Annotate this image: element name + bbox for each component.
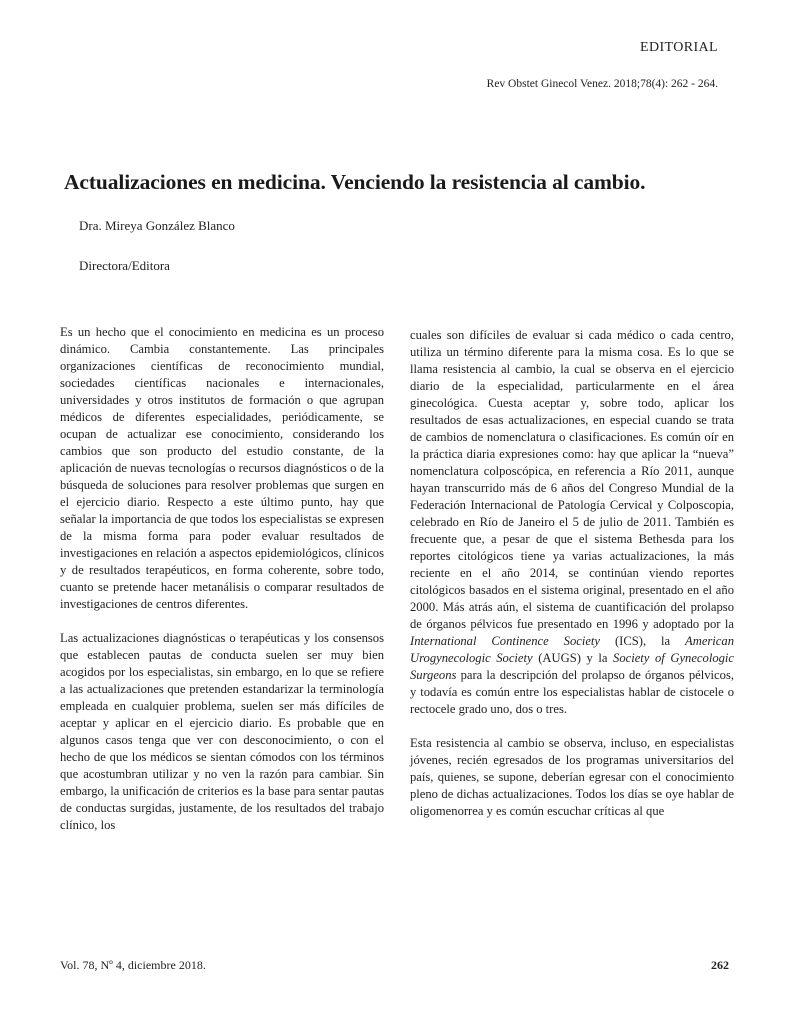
journal-citation: Rev Obstet Ginecol Venez. 2018;78(4): 262 - 264. bbox=[486, 78, 718, 90]
text-run: para la descripción del prolapso de órganos pélvicos, y todavía es común entre los especialistas hablar de cistocele o rectocele grado uno, dos o tres. bbox=[410, 668, 734, 716]
text-run: cuales son difíciles de evaluar si cada médico o cada centro, utiliza un término diferente para la misma cosa. Es lo que se llama resistencia al cambio, la cual se observa en el ejercicio diario de la especialidad, particularmente en el área ginecológica. Cuesta aceptar y, sobre todo, aplicar los resultados de esas actualizaciones, en especial cuando se trata de cambios de nomenclatura o clasificaciones. Es común oír en la práctica diaria expresiones como: hay que aplicar la “nueva” nomenclatura colposcópica, en referencia a Río 2011, aunque hayan transcurrido más de 6 años del Congreso Mundial de la Federación Internacional de Patología Cervical y Colposcopia, celebrado en Río de Janeiro el 5 de julio de 2011. También es frecuente que, a pesar de que el sistema Bethesda para los reportes citológicos tiene ya varias actualizaciones, la más reciente en el año 2014, se continúan viendo reportes citológicos basados en el sistema original, presentado en el año 2000. Más atrás aún, el sistema de cuantificación del prolapso de órganos pélvicos fue presentado en 1996 y adoptado por la bbox=[410, 328, 734, 631]
body-column-left bbox=[60, 324, 384, 851]
paragraph: Las actualizaciones diagnósticas o terapéuticas y los consensos que establecen pautas de conducta suelen ser muy bien acogidos por los especialistas, sin embargo, en lo que se refiere a las actualizaciones que pretenden estandarizar la terminología empleada en cualquier problema, suelen ser más difíciles de aceptar y aplicar en el ejercicio diario. Es probable que en algunos casos tenga que ver con desconocimiento, o con el hecho de que los médicos se sientan cómodos con los términos que acostumbran utilizar y no ven la razón para cambiar. Sin embargo, la unificación de criterios es la base para sentar pautas de conductas surgidas, justamente, de los resultados del trabajo clínico, los bbox=[60, 631, 384, 832]
section-label: EDITORIAL bbox=[640, 40, 718, 55]
society-name: International Continence Society bbox=[410, 634, 601, 648]
society-name: Society of Gynecologic Surgeons bbox=[410, 651, 734, 682]
footer-volume: Vol. 78, Nº 4, diciembre 2018. bbox=[60, 958, 206, 972]
author-name: Dra. Mireya González Blanco bbox=[79, 218, 235, 233]
text-run: (AUGS) y la bbox=[532, 651, 614, 665]
paragraph bbox=[410, 327, 734, 718]
author-role: Directora/Editora bbox=[79, 258, 170, 273]
paragraph: Esta resistencia al cambio se observa, incluso, en especialistas jóvenes, recién egresados de los programas universitarios del país, quienes, se supone, deberían egresar con el conocimiento pleno de dichas actualizaciones. Todos los días se oye hablar de oligomenorrea y es común escuchar críticas al que bbox=[410, 736, 734, 818]
body-column-right bbox=[410, 327, 734, 837]
paragraph: Es un hecho que el conocimiento en medicina es un proceso dinámico. Cambia constantemente. Las principales organizaciones científicas de reconocimiento mundial, sociedades científicas nacionales e internacionales, universidades y otros institutos de formación o que agrupan médicos de diferentes especialidades, periódicamente, se ocupan de actualizar ese conocimiento, considerando los cambios que son producto del estudio constante, de la aplicación de nuevas tecnologías o recursos diagnósticos o de la búsqueda de soluciones para resolver problemas que surgen en el ejercicio diario. Respecto a este último punto, hay que señalar la importancia de que todos los especialistas se expresen de la misma forma para poder evaluar resultados de investigaciones en relación a aspectos epidemiológicos, clínicos y de resultados terapéuticos, en forma coherente, sobre todo, cuanto se pretende hacer metanálisis o comparar resultados de investigaciones de centros diferentes. bbox=[60, 325, 384, 611]
page-number: 262 bbox=[711, 958, 729, 972]
text-run: (ICS), la bbox=[600, 634, 686, 648]
article-title: Actualizaciones en medicina. Venciendo la resistencia al cambio. bbox=[64, 170, 646, 194]
society-name: American Urogynecologic Society bbox=[410, 634, 734, 665]
